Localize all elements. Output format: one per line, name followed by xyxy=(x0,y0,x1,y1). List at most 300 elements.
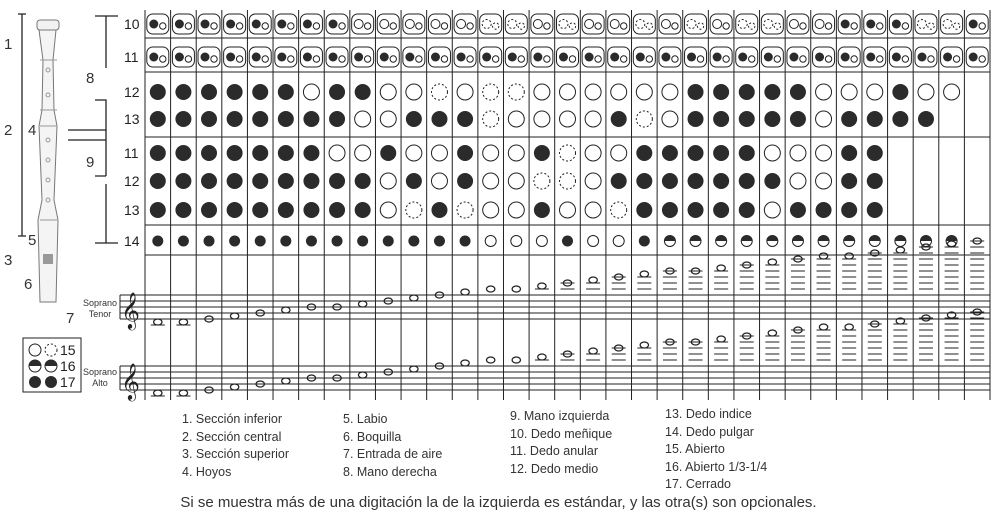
hole-open xyxy=(380,84,396,100)
hole-closed xyxy=(303,202,319,218)
hole-open xyxy=(211,23,217,29)
legend-column-4 xyxy=(665,406,767,494)
hole-closed xyxy=(918,111,934,127)
hole-closed xyxy=(460,236,471,247)
hole-closed xyxy=(175,111,191,127)
hole-open xyxy=(918,84,934,100)
hole-open xyxy=(431,145,447,161)
hole-open xyxy=(288,56,294,62)
hole-partial xyxy=(29,360,41,372)
hole-closed xyxy=(306,236,317,247)
note-head xyxy=(486,286,494,292)
hole-open xyxy=(160,23,166,29)
hole-closed xyxy=(789,53,798,62)
hole-optional xyxy=(636,111,652,127)
hole-partial xyxy=(869,236,880,247)
hole-closed xyxy=(252,20,261,29)
hole-open xyxy=(508,202,524,218)
hole-open xyxy=(723,23,729,29)
hole-open xyxy=(29,344,41,356)
legend-item: 7. Entrada de aire xyxy=(343,447,443,461)
row-label-2: 11 xyxy=(124,49,139,65)
hole-closed xyxy=(533,53,542,62)
row-label-6: 12 xyxy=(124,173,140,189)
hole-closed xyxy=(201,20,210,29)
hole-open xyxy=(585,202,601,218)
hole-open xyxy=(483,173,499,189)
hole-closed xyxy=(739,202,755,218)
legend-item: 3. Sección superior xyxy=(182,447,290,461)
note-head xyxy=(717,265,725,271)
hole-closed xyxy=(636,173,652,189)
hole-open xyxy=(262,56,268,62)
hole-closed xyxy=(201,53,210,62)
hole-partial xyxy=(895,236,906,247)
hole-closed xyxy=(434,236,445,247)
hole-open xyxy=(339,23,345,29)
hole-closed xyxy=(357,236,368,247)
hole-closed xyxy=(303,111,319,127)
legend-column-3 xyxy=(510,408,612,478)
hole-closed xyxy=(661,53,670,62)
note-head xyxy=(230,384,238,390)
hole-closed xyxy=(687,53,696,62)
row-label-8: 14 xyxy=(124,233,140,249)
hole-closed xyxy=(713,145,729,161)
hole-optional xyxy=(738,20,747,29)
hole-open xyxy=(816,145,832,161)
note-head xyxy=(538,354,546,360)
hole-closed xyxy=(841,173,857,189)
hole-open xyxy=(355,111,371,127)
hole-closed xyxy=(406,173,422,189)
hole-partial xyxy=(45,360,57,372)
hole-closed xyxy=(457,111,473,127)
hole-open xyxy=(483,145,499,161)
hole-closed xyxy=(303,145,319,161)
hole-closed xyxy=(866,53,875,62)
legend-item: 9. Mano izquierda xyxy=(510,409,610,423)
staff-label-alto: Alto xyxy=(92,378,108,388)
hole-closed xyxy=(457,173,473,189)
note-head xyxy=(282,378,290,384)
hole-closed xyxy=(354,53,363,62)
hole-closed xyxy=(739,111,755,127)
hole-closed xyxy=(29,376,41,388)
note-head xyxy=(486,357,494,363)
hole-open xyxy=(405,20,414,29)
note-head xyxy=(179,319,187,325)
hole-optional xyxy=(483,84,499,100)
hole-open xyxy=(533,20,542,29)
hole-open xyxy=(185,56,191,62)
hole-closed xyxy=(229,236,240,247)
hole-state-number-16: 16 xyxy=(60,358,76,374)
hole-optional xyxy=(636,20,645,29)
hole-closed xyxy=(278,173,294,189)
hole-closed xyxy=(201,84,217,100)
hole-closed xyxy=(175,84,191,100)
hole-closed xyxy=(636,145,652,161)
legend-item: 5. Labio xyxy=(343,412,388,426)
hole-optional xyxy=(560,145,576,161)
hole-closed xyxy=(277,53,286,62)
hole-open xyxy=(662,84,678,100)
hole-optional xyxy=(611,202,627,218)
hole-open xyxy=(585,20,594,29)
note-head xyxy=(819,253,827,259)
part-number-7: 7 xyxy=(66,310,75,327)
hole-closed xyxy=(303,173,319,189)
hole-closed xyxy=(713,173,729,189)
note-head xyxy=(640,271,648,277)
hole-open xyxy=(303,84,319,100)
hole-closed xyxy=(841,53,850,62)
hole-optional xyxy=(508,20,517,29)
note-head xyxy=(410,295,418,301)
hole-partial xyxy=(716,236,727,247)
hole-closed xyxy=(227,145,243,161)
hole-open xyxy=(441,56,447,62)
hole-partial xyxy=(664,236,675,247)
legend-item: 12. Dedo medio xyxy=(510,461,599,476)
hole-closed xyxy=(611,111,627,127)
hole-open xyxy=(585,111,601,127)
hole-closed xyxy=(866,20,875,29)
hole-closed xyxy=(636,53,645,62)
hole-partial xyxy=(741,236,752,247)
hole-open xyxy=(544,23,550,29)
hole-open xyxy=(354,20,363,29)
hole-closed xyxy=(867,145,883,161)
hole-open xyxy=(979,56,985,62)
hole-closed xyxy=(201,111,217,127)
hole-open xyxy=(816,173,832,189)
hole-closed xyxy=(150,173,166,189)
hole-optional xyxy=(559,20,568,29)
hole-open xyxy=(313,23,319,29)
note-head xyxy=(538,283,546,289)
hole-closed xyxy=(610,53,619,62)
hole-open xyxy=(160,56,166,62)
hole-closed xyxy=(150,111,166,127)
staff-label-soprano-2: Soprano xyxy=(82,367,118,377)
hole-optional xyxy=(431,84,447,100)
note-head xyxy=(282,307,290,313)
note-head xyxy=(589,348,597,354)
hole-closed xyxy=(355,202,371,218)
hole-closed xyxy=(201,202,217,218)
hole-open xyxy=(790,145,806,161)
hole-open xyxy=(928,56,934,62)
hole-open xyxy=(588,236,599,247)
hole-open xyxy=(329,145,345,161)
hole-closed xyxy=(175,173,191,189)
hole-closed xyxy=(227,111,243,127)
hole-closed xyxy=(383,236,394,247)
hole-closed xyxy=(688,84,704,100)
hole-partial xyxy=(792,236,803,247)
hole-open xyxy=(697,56,703,62)
hole-open xyxy=(534,111,550,127)
hole-closed xyxy=(175,145,191,161)
hole-open xyxy=(800,56,806,62)
legend-column-2 xyxy=(343,411,442,481)
hole-open xyxy=(851,56,857,62)
hole-closed xyxy=(585,53,594,62)
hole-open xyxy=(467,56,473,62)
legend-item: 16. Abierto 1/3-1/4 xyxy=(665,459,768,474)
note-head xyxy=(640,342,648,348)
legend-column-1 xyxy=(182,411,289,481)
hole-open xyxy=(364,56,370,62)
hole-closed xyxy=(790,84,806,100)
hole-optional xyxy=(697,23,703,29)
hole-open xyxy=(262,23,268,29)
hole-open xyxy=(236,23,242,29)
hole-closed xyxy=(150,202,166,218)
hole-closed xyxy=(892,84,908,100)
hole-closed xyxy=(457,53,466,62)
hole-open xyxy=(511,236,522,247)
note-head xyxy=(896,247,904,253)
hole-closed xyxy=(688,202,704,218)
hole-closed xyxy=(332,236,343,247)
hole-closed xyxy=(739,84,755,100)
note-head xyxy=(461,289,469,295)
hole-closed xyxy=(662,202,678,218)
part-number-3: 3 xyxy=(4,252,13,269)
hole-open xyxy=(364,23,370,29)
hole-closed xyxy=(431,111,447,127)
legend-item: 10. Dedo meñique xyxy=(510,426,613,441)
hole-open xyxy=(492,56,498,62)
hole-closed xyxy=(280,236,291,247)
part-number-8: 8 xyxy=(86,70,95,87)
hole-closed xyxy=(764,173,780,189)
hole-closed xyxy=(943,53,952,62)
hole-partial xyxy=(767,236,778,247)
hole-open xyxy=(544,56,550,62)
hole-open xyxy=(867,84,883,100)
hole-closed xyxy=(150,145,166,161)
hole-closed xyxy=(534,202,550,218)
hole-open xyxy=(595,56,601,62)
part-number-4: 4 xyxy=(28,122,37,139)
note-head xyxy=(154,319,162,325)
hole-optional xyxy=(534,173,550,189)
hole-open xyxy=(585,145,601,161)
hole-optional xyxy=(764,20,773,29)
hole-optional xyxy=(560,173,576,189)
legend-item: 11. Dedo anular xyxy=(510,444,599,458)
hole-closed xyxy=(611,173,627,189)
hole-closed xyxy=(252,145,268,161)
hole-closed xyxy=(713,53,722,62)
hole-closed xyxy=(227,173,243,189)
hole-optional xyxy=(482,20,491,29)
note-head xyxy=(410,366,418,372)
hole-closed xyxy=(204,236,215,247)
hole-open xyxy=(749,56,755,62)
hole-closed xyxy=(303,53,312,62)
hole-closed xyxy=(841,202,857,218)
hole-closed xyxy=(252,111,268,127)
hole-closed xyxy=(226,53,235,62)
hole-optional xyxy=(774,23,780,29)
note-head xyxy=(819,324,827,330)
hole-closed xyxy=(508,53,517,62)
hole-closed xyxy=(149,20,158,29)
hole-closed xyxy=(226,20,235,29)
hole-closed xyxy=(255,236,266,247)
hole-closed xyxy=(790,202,806,218)
hole-closed xyxy=(329,53,338,62)
hole-closed xyxy=(969,20,978,29)
hole-closed xyxy=(482,53,491,62)
hole-closed xyxy=(713,202,729,218)
hole-closed xyxy=(534,145,550,161)
hole-open xyxy=(585,84,601,100)
part-number-5: 5 xyxy=(28,232,37,249)
hole-open xyxy=(953,56,959,62)
hole-closed xyxy=(662,145,678,161)
hole-open xyxy=(339,56,345,62)
hole-open xyxy=(467,23,473,29)
hole-open xyxy=(355,145,371,161)
hole-open xyxy=(764,202,780,218)
hole-closed xyxy=(175,53,184,62)
legend-item: 17. Cerrado xyxy=(665,477,732,491)
hole-open xyxy=(672,56,678,62)
hole-closed xyxy=(688,111,704,127)
note-series xyxy=(151,238,984,325)
hole-closed xyxy=(738,53,747,62)
hole-open xyxy=(483,202,499,218)
hole-optional xyxy=(953,23,959,29)
hole-open xyxy=(431,20,440,29)
note-head xyxy=(845,253,853,259)
hole-closed xyxy=(252,53,261,62)
hole-closed xyxy=(562,236,573,247)
legend-item: 6. Boquilla xyxy=(343,429,402,444)
hole-open xyxy=(789,20,798,29)
hole-open xyxy=(431,173,447,189)
hole-open xyxy=(595,23,601,29)
hole-open xyxy=(441,23,447,29)
hole-open xyxy=(774,56,780,62)
hole-closed xyxy=(227,202,243,218)
part-number-1: 1 xyxy=(4,36,13,53)
hole-open xyxy=(611,145,627,161)
hole-open xyxy=(457,84,473,100)
hole-open xyxy=(416,23,422,29)
hole-open xyxy=(764,145,780,161)
hole-closed xyxy=(303,20,312,29)
hole-open xyxy=(851,23,857,29)
hole-closed xyxy=(329,111,345,127)
hole-open xyxy=(672,23,678,29)
footer-note: Si se muestra más de una digitación la de la izquierda es estándar, y las otra(s) son opcionales. xyxy=(180,494,817,511)
staff-label-soprano-1: Soprano xyxy=(82,298,118,308)
hole-closed xyxy=(559,53,568,62)
hole-closed xyxy=(636,202,652,218)
hole-open xyxy=(611,84,627,100)
hole-open xyxy=(508,145,524,161)
hole-open xyxy=(713,20,722,29)
hole-closed xyxy=(150,84,166,100)
hole-open xyxy=(877,23,883,29)
hole-closed xyxy=(278,111,294,127)
hole-closed xyxy=(406,111,422,127)
hole-optional xyxy=(917,20,926,29)
hole-open xyxy=(560,111,576,127)
hole-open xyxy=(800,23,806,29)
hole-optional xyxy=(749,23,755,29)
row-label-5: 11 xyxy=(124,145,139,161)
recorder-illustration xyxy=(37,20,59,302)
row-label-4: 13 xyxy=(124,111,140,127)
legend-item: 1. Sección inferior xyxy=(182,412,283,426)
hole-partial xyxy=(690,236,701,247)
note-head xyxy=(589,277,597,283)
hole-closed xyxy=(688,145,704,161)
hole-closed xyxy=(355,173,371,189)
legend-item: 2. Sección central xyxy=(182,429,282,444)
hole-state-number-15: 15 xyxy=(60,342,76,358)
legend-item: 13. Dedo indice xyxy=(665,407,752,421)
hole-closed xyxy=(405,53,414,62)
hole-closed xyxy=(278,202,294,218)
hole-open xyxy=(288,23,294,29)
hole-closed xyxy=(227,84,243,100)
hole-closed xyxy=(408,236,419,247)
hole-open xyxy=(902,56,908,62)
hole-closed xyxy=(457,145,473,161)
hole-closed xyxy=(355,84,371,100)
hole-closed xyxy=(739,173,755,189)
hole-open xyxy=(790,173,806,189)
hole-closed xyxy=(380,53,389,62)
hole-closed xyxy=(329,20,338,29)
hole-closed xyxy=(252,84,268,100)
hole-closed xyxy=(713,84,729,100)
hole-closed xyxy=(867,173,883,189)
hole-state-number-17: 17 xyxy=(60,374,76,390)
note-series xyxy=(151,309,984,396)
hole-closed xyxy=(662,173,678,189)
hole-open xyxy=(621,23,627,29)
hole-closed xyxy=(969,53,978,62)
hole-open xyxy=(380,20,389,29)
hole-optional xyxy=(687,20,696,29)
hole-open xyxy=(416,56,422,62)
hole-open xyxy=(236,56,242,62)
part-number-6: 6 xyxy=(24,276,33,293)
hole-state-legend xyxy=(23,338,81,392)
hole-open xyxy=(662,111,678,127)
hole-open xyxy=(390,23,396,29)
hole-open xyxy=(508,173,524,189)
hole-open xyxy=(877,56,883,62)
hole-closed xyxy=(867,202,883,218)
hole-open xyxy=(560,84,576,100)
legend-item: 8. Mano derecha xyxy=(343,464,437,479)
hole-closed xyxy=(175,20,184,29)
hole-closed xyxy=(329,84,345,100)
note-head xyxy=(358,301,366,307)
hole-closed xyxy=(892,111,908,127)
